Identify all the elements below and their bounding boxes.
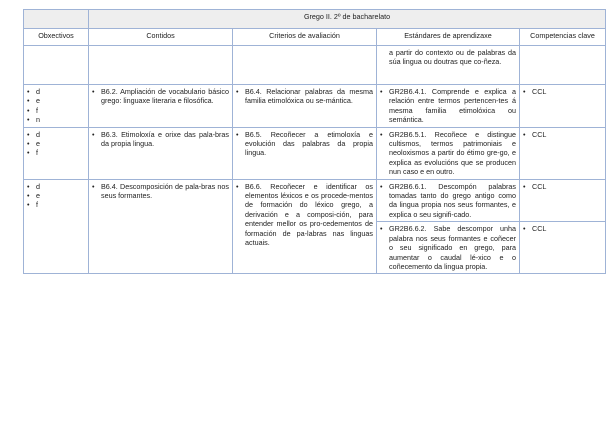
objective-item: • f bbox=[27, 105, 38, 115]
content-text: B6.2. Ampliación de vocabulario básico grego: linguaxe literaria e filosófica. bbox=[101, 87, 229, 106]
continuation-text: a partir do contexto ou de palabras da súa lingua ou doutras que co-ñeza. bbox=[389, 48, 516, 67]
content-text: B6.4. Descomposición de pala-bras nos seus formantes. bbox=[101, 181, 229, 201]
table-cell bbox=[520, 46, 606, 85]
continuation-row bbox=[24, 46, 606, 85]
column-header-row bbox=[24, 29, 606, 46]
objective-item: • e bbox=[27, 96, 40, 106]
header-contents: Contidos bbox=[89, 29, 233, 46]
competency-text: CCL bbox=[532, 181, 547, 191]
header-criteria: Criterios de avaliación bbox=[233, 29, 377, 46]
objective-item: • f bbox=[27, 200, 38, 210]
objective-item: • d bbox=[27, 87, 40, 96]
table-cell bbox=[233, 46, 377, 85]
title-corner-cell bbox=[24, 10, 89, 29]
table-row bbox=[24, 179, 606, 222]
content-cell: • B6.3. Etimoloxía e orixe das pala-bras da propia lingua. bbox=[89, 127, 233, 179]
table-title-row bbox=[24, 10, 606, 29]
objective-item: • d bbox=[27, 181, 40, 191]
table-title: Grego II. 2º de bacharelato bbox=[89, 10, 606, 29]
competency-text: CCL bbox=[532, 87, 547, 96]
objectives-cell bbox=[24, 127, 89, 179]
criterion-text: B6.5. Recoñecer a etimoloxía e evolución das palabras da propia lingua. bbox=[245, 129, 373, 158]
standard-continuation bbox=[377, 46, 520, 85]
curriculum-table bbox=[23, 9, 606, 274]
standard-text: GR2B6.5.1. Recoñece e distingue cultismos, termos patrimoniais e neoloxismos a partir do étimo gre-go, e explica as evolucións que se producen nun caso e en outro. bbox=[389, 129, 516, 177]
objectives-cell bbox=[24, 179, 89, 274]
criterion-cell: • B6.6. Recoñecer e identificar os elementos léxicos e os procede-mentos de formación do léxico grego, a derivación e a composi-ción, para entender mellor os pro-cedementos de formación de pa-labras nas linguas actuais. bbox=[233, 179, 377, 274]
competency-cell: • CCL bbox=[520, 179, 606, 222]
competency-cell: • CCL bbox=[520, 222, 606, 274]
competency-text: CCL bbox=[532, 129, 547, 139]
criterion-text: B6.6. Recoñecer e identificar os elementos léxicos e os procede-mentos de formación do léxico grego, a derivación e a composi-ción, para entender mellor os pro-cedementos de formación de pa-labras nas linguas actuais. bbox=[245, 181, 373, 248]
header-standards: Estándares de aprendizaxe bbox=[377, 29, 520, 46]
competency-text: CCL bbox=[532, 224, 547, 234]
objective-item: • e bbox=[27, 139, 40, 149]
objectives-cell bbox=[24, 85, 89, 128]
competency-cell: • CCL bbox=[520, 127, 606, 179]
standard-text: GR2B6.4.1. Comprende e explica a relación entre termos pertencen-tes á mesma familia etimolóxica ou semántica. bbox=[389, 87, 516, 125]
objective-item: • e bbox=[27, 191, 40, 201]
table-cell bbox=[24, 46, 89, 85]
criterion-cell: • B6.4. Relacionar palabras da mesma familia etimolóxica ou se-mántica. bbox=[233, 85, 377, 128]
objective-item: • f bbox=[27, 148, 38, 158]
content-text: B6.3. Etimoloxía e orixe das pala-bras da propia lingua. bbox=[101, 129, 229, 149]
standard-cell: • GR2B6.6.2. Sabe descompor unha palabra nos seus formantes e coñecer o seu significado en grego, para aumentar o caudal lé-xico e o coñecemento da lingua propia. bbox=[377, 222, 520, 274]
objective-item: • n bbox=[27, 115, 40, 125]
competency-cell: • CCL bbox=[520, 85, 606, 128]
content-cell: • B6.2. Ampliación de vocabulario básico grego: linguaxe literaria e filosófica. bbox=[89, 85, 233, 128]
standard-text: GR2B6.6.2. Sabe descompor unha palabra nos seus formantes e coñecer o seu significado en grego, para aumentar o caudal lé-xico e o coñecemento da lingua propia. bbox=[389, 224, 516, 271]
header-competencies: Competencias clave bbox=[520, 29, 606, 46]
table-row bbox=[24, 85, 606, 128]
standard-cell: • GR2B6.5.1. Recoñece e distingue cultismos, termos patrimoniais e neoloxismos a partir do étimo gre-go, e explica as evolucións que se producen nun caso e en outro. bbox=[377, 127, 520, 179]
criterion-cell: • B6.5. Recoñecer a etimoloxía e evolución das palabras da propia lingua. bbox=[233, 127, 377, 179]
header-objectives: Obxectivos bbox=[24, 29, 89, 46]
standard-cell: • GR2B6.6.1. Descompón palabras tomadas tanto do grego antigo como da lingua propia nos seus formantes, e explica o seu signifi-cado. bbox=[377, 179, 520, 222]
standard-cell: • GR2B6.4.1. Comprende e explica a relación entre termos pertencen-tes á mesma familia etimolóxica ou semántica. bbox=[377, 85, 520, 128]
standard-text: GR2B6.6.1. Descompón palabras tomadas tanto do grego antigo como da lingua propia nos seus formantes, e explica o seu signifi-cado. bbox=[389, 181, 516, 219]
table-cell bbox=[89, 46, 233, 85]
table-row bbox=[24, 127, 606, 179]
objective-item: • d bbox=[27, 129, 40, 139]
criterion-text: B6.4. Relacionar palabras da mesma familia etimolóxica ou se-mántica. bbox=[245, 87, 373, 106]
content-cell: • B6.4. Descomposición de pala-bras nos seus formantes. bbox=[89, 179, 233, 274]
